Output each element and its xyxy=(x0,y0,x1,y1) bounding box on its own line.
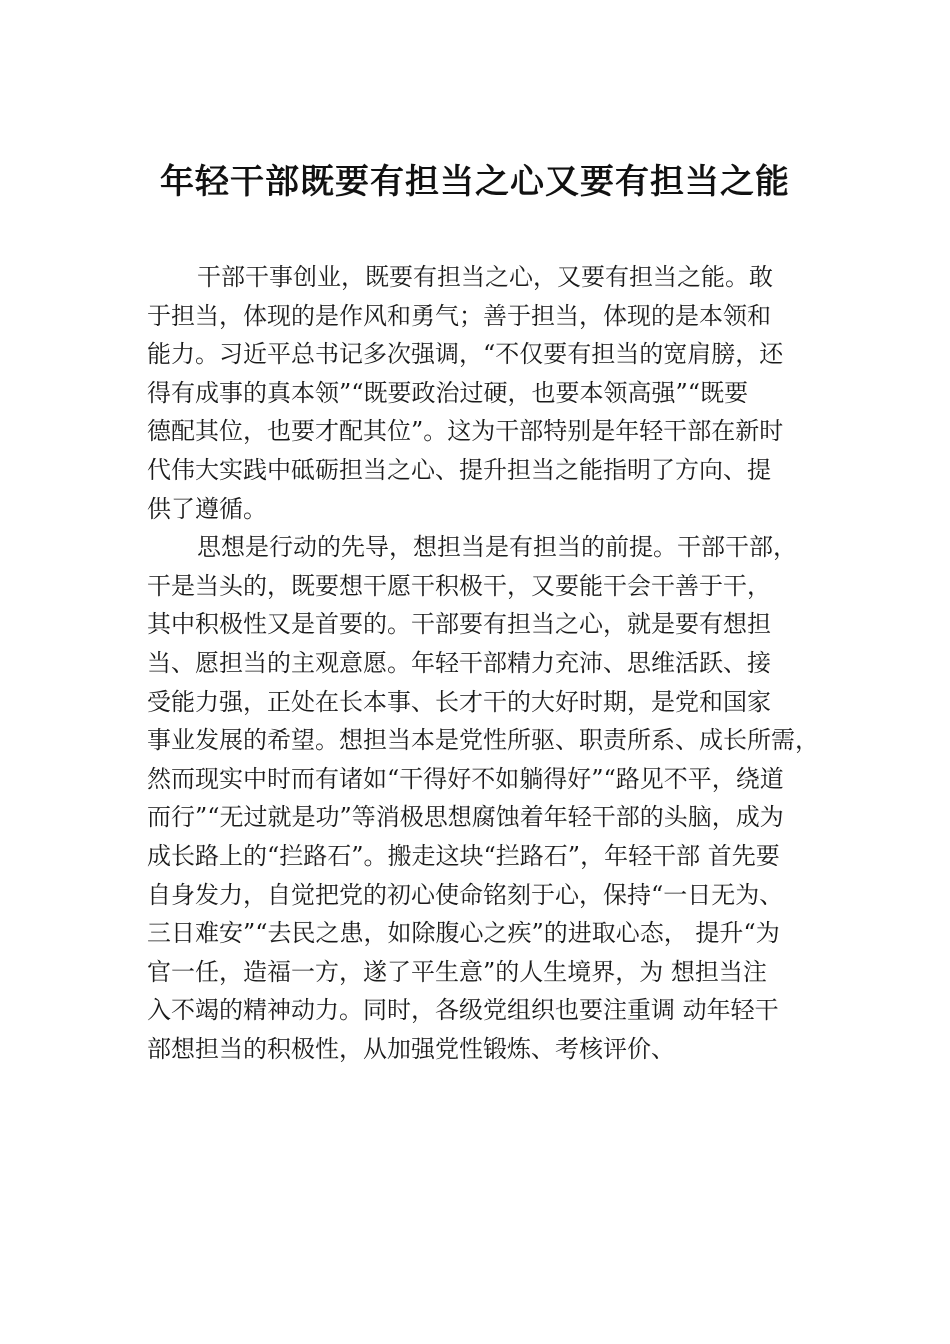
text-line: 成长路上的“拦路石”。搬走这块“拦路石”，年轻干部 首先要 xyxy=(147,841,780,870)
text-line: 然而现实中时而有诸如“干得好不如躺得好”“路见不平，绕道 xyxy=(147,764,784,793)
text-line: 能力。习近平总书记多次强调，“不仅要有担当的宽肩膀，还 xyxy=(147,340,784,369)
text-line: 代伟大实践中砥砺担当之心、提升担当之能指明了方向、提 xyxy=(147,455,771,484)
text-line: 受能力强，正处在长本事、长才干的大好时期，是党和国家 xyxy=(147,687,771,716)
text-line: 其中积极性又是首要的。干部要有担当之心，就是要有想担 xyxy=(147,610,771,639)
text-line: 事业发展的希望。想担当本是党性所驱、职责所系、成长所需， xyxy=(147,726,819,755)
text-line: 思想是行动的先导，想担当是有担当的前提。干部干部， xyxy=(197,533,797,562)
text-line: 而行”“无过就是功”等消极思想腐蚀着年轻干部的头脑，成为 xyxy=(147,803,784,832)
text-line: 德配其位，也要才配其位”。这为干部特别是年轻干部在新时 xyxy=(147,417,784,446)
paragraph-2 xyxy=(147,528,837,1107)
text-line: 三日难安”“去民之患，如除腹心之疾”的进取心态， 提升“为 xyxy=(147,919,780,948)
text-line: 供了遵循。 xyxy=(147,494,267,523)
text-line: 自身发力，自觉把党的初心使命铭刻于心，保持“一日无为、 xyxy=(147,880,784,909)
paragraph-1 xyxy=(147,258,837,528)
text-line: 干是当头的，既要想干愿干积极干，又要能干会干善于干， xyxy=(147,571,771,600)
text-line: 部想担当的积极性，从加强党性锻炼、考核评价、 xyxy=(147,1034,675,1063)
document-body xyxy=(147,258,837,1107)
text-line: 当、愿担当的主观意愿。年轻干部精力充沛、思维活跃、接 xyxy=(147,648,771,677)
document-title: 年轻干部既要有担当之心又要有担当之能 xyxy=(160,162,790,202)
text-line xyxy=(147,1068,837,1107)
text-line: 于担当，体现的是作风和勇气；善于担当，体现的是本领和 xyxy=(147,301,771,330)
text-line: 入不竭的精神动力。同时，各级党组织也要注重调 动年轻干 xyxy=(147,996,779,1025)
text-line: 干部干事创业，既要有担当之心，又要有担当之能。敢 xyxy=(197,263,773,291)
text-line: 得有成事的真本领”“既要政治过硬，也要本领高强”“既要 xyxy=(147,378,749,407)
text-line: 官一任，造福一方，遂了平生意”的人生境界，为 想担当注 xyxy=(147,957,767,986)
